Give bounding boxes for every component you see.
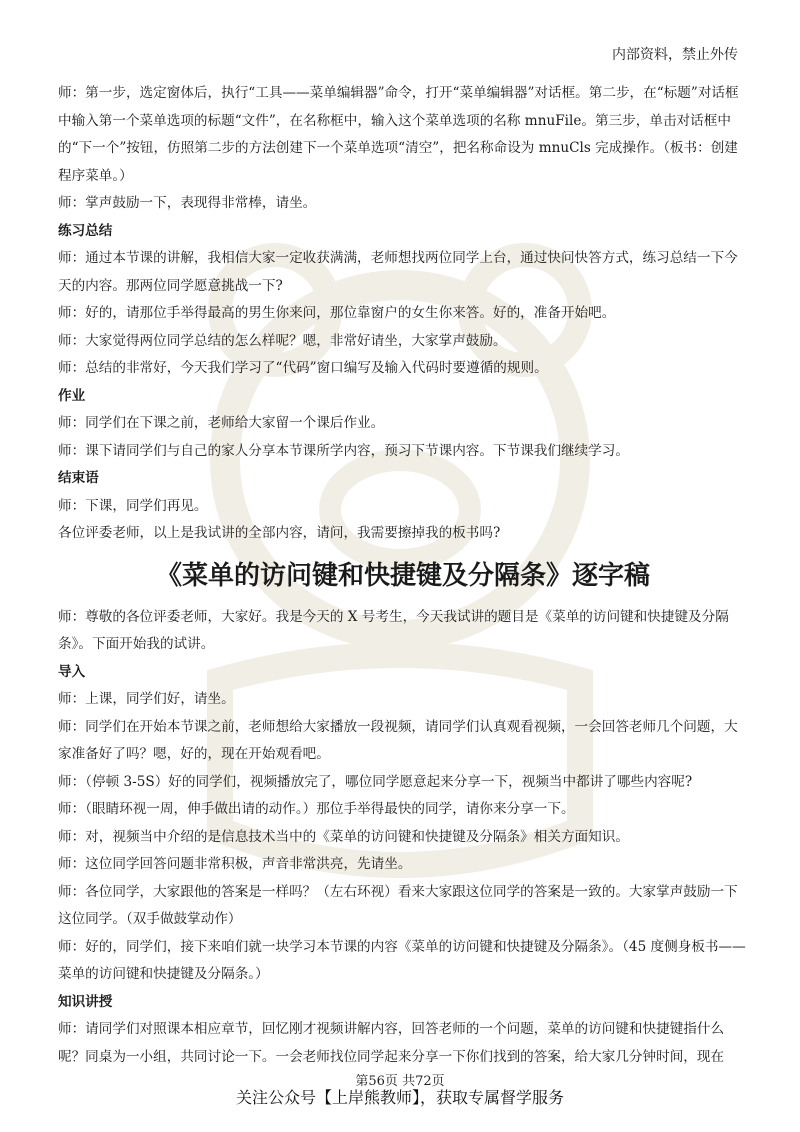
paragraph: 师：这位同学回答问题非常积极，声音非常洪亮，先请坐。: [58, 856, 412, 872]
paragraph: 师：尊敬的各位评委老师，大家好。我是今天的 X 号考生，今天我试讲的题目是《菜单的访问键和快捷键及分隔条》。下面开始我的试讲。: [58, 608, 729, 652]
paragraph: 师：通过本节课的讲解，我相信大家一定收获满满，老师想找两位同学上台，通过快问快答方式，练习总结一下今天的内容。那两位同学愿意挑战一下?: [58, 250, 738, 294]
paragraph: 师：好的，同学们，接下来咱们就一块学习本节课的内容《菜单的访问键和快捷键及分隔条》。（45 度侧身板书——菜单的访问键和快捷键及分隔条。）: [58, 938, 746, 982]
section-heading: 导入: [58, 663, 86, 680]
paragraph: 师：请同学们对照课本相应章节，回忆刚才视频讲解内容，回答老师的一个问题，菜单的访问键和快捷键指什么呢？同桌为一小组，共同讨论一下。一会老师找位同学起来分享一下你们找到的答案，给大家几分钟时间，现在: [58, 1021, 725, 1065]
section-heading: 结束语: [58, 470, 99, 486]
section-heading: 作业: [58, 387, 86, 404]
paragraph: 师：各位同学，大家跟他的答案是一样吗？（左右环视）看来大家跟这位同学的答案是一致的。大家掌声鼓励一下这位同学。（双手做鼓掌动作）: [58, 883, 738, 927]
paragraph: 师：下课，同学们再见。: [58, 497, 208, 514]
document-body: [58, 80, 748, 1071]
paragraph: 师：大家觉得两位同学总结的怎么样呢？嗯，非常好请坐，大家掌声鼓励。: [58, 332, 507, 349]
section-heading: 练习总结: [58, 222, 113, 239]
paragraph: 师：总结的非常好，今天我们学习了“代码”窗口编写及输入代码时要遵循的规则。: [58, 360, 548, 376]
paragraph: 师：掌声鼓励一下，表现得非常棒，请坐。: [58, 195, 317, 211]
document-title: 《菜单的访问键和快捷键及分隔条》逐字稿: [155, 560, 650, 591]
section-heading: 知识讲授: [58, 993, 113, 1010]
paragraph: 师：（眼睛环视一周，伸手做出请的动作。）那位手举得最快的同学，请你来分享一下。: [58, 801, 575, 817]
paragraph: 师：课下请同学们与自己的家人分享本节课所学内容，预习下节课内容。下节课我们继续学习。: [58, 442, 629, 459]
page-number: 第56页 共72页: [355, 1074, 445, 1089]
paragraph: 师：第一步，选定窗体后，执行“工具——菜单编辑器”命令，打开“菜单编辑器”对话框。第二步，在“标题”对话框中输入第一个菜单选项的标题“文件”，在名称框中，输入这个菜单选项的名称 mnuFile。第三步，单击对话框中的“下一个”按钮，仿照第二步的方法创建下一个菜单选项“清空”，把名称命设为 mnuCls 完成操作。（板书：创建程序菜单。）: [58, 85, 739, 184]
paragraph: 师：上课，同学们好，请坐。: [58, 691, 235, 707]
paragraph: 各位评委老师，以上是我试讲的全部内容，请问，我需要擦掉我的板书吗?: [58, 525, 501, 541]
paragraph: 师：同学们在下课之前，老师给大家留一个课后作业。: [58, 415, 385, 431]
paragraph: 师：（停顿 3-5S）好的同学们，视频播放完了，哪位同学愿意起来分享一下，视频当中都讲了哪些内容呢?: [58, 773, 693, 790]
footer-promo: 关注公众号【上岸熊教师】，获取专属督学服务: [235, 1088, 564, 1107]
paragraph: 师：同学们在开始本节课之前，老师想给大家播放一段视频，请同学们认真观看视频，一会回答老师几个问题，大家准备好了吗？嗯，好的，现在开始观看吧。: [58, 718, 738, 762]
paragraph: 师：对，视频当中介绍的是信息技术当中的《菜单的访问键和快捷键及分隔条》相关方面知识。: [58, 828, 629, 845]
paragraph: 师：好的，请那位手举得最高的男生你来问，那位靠窗户的女生你来答。好的，准备开始吧。: [58, 305, 616, 321]
header-confidential-note: 内部资料，禁止外传: [612, 47, 738, 63]
